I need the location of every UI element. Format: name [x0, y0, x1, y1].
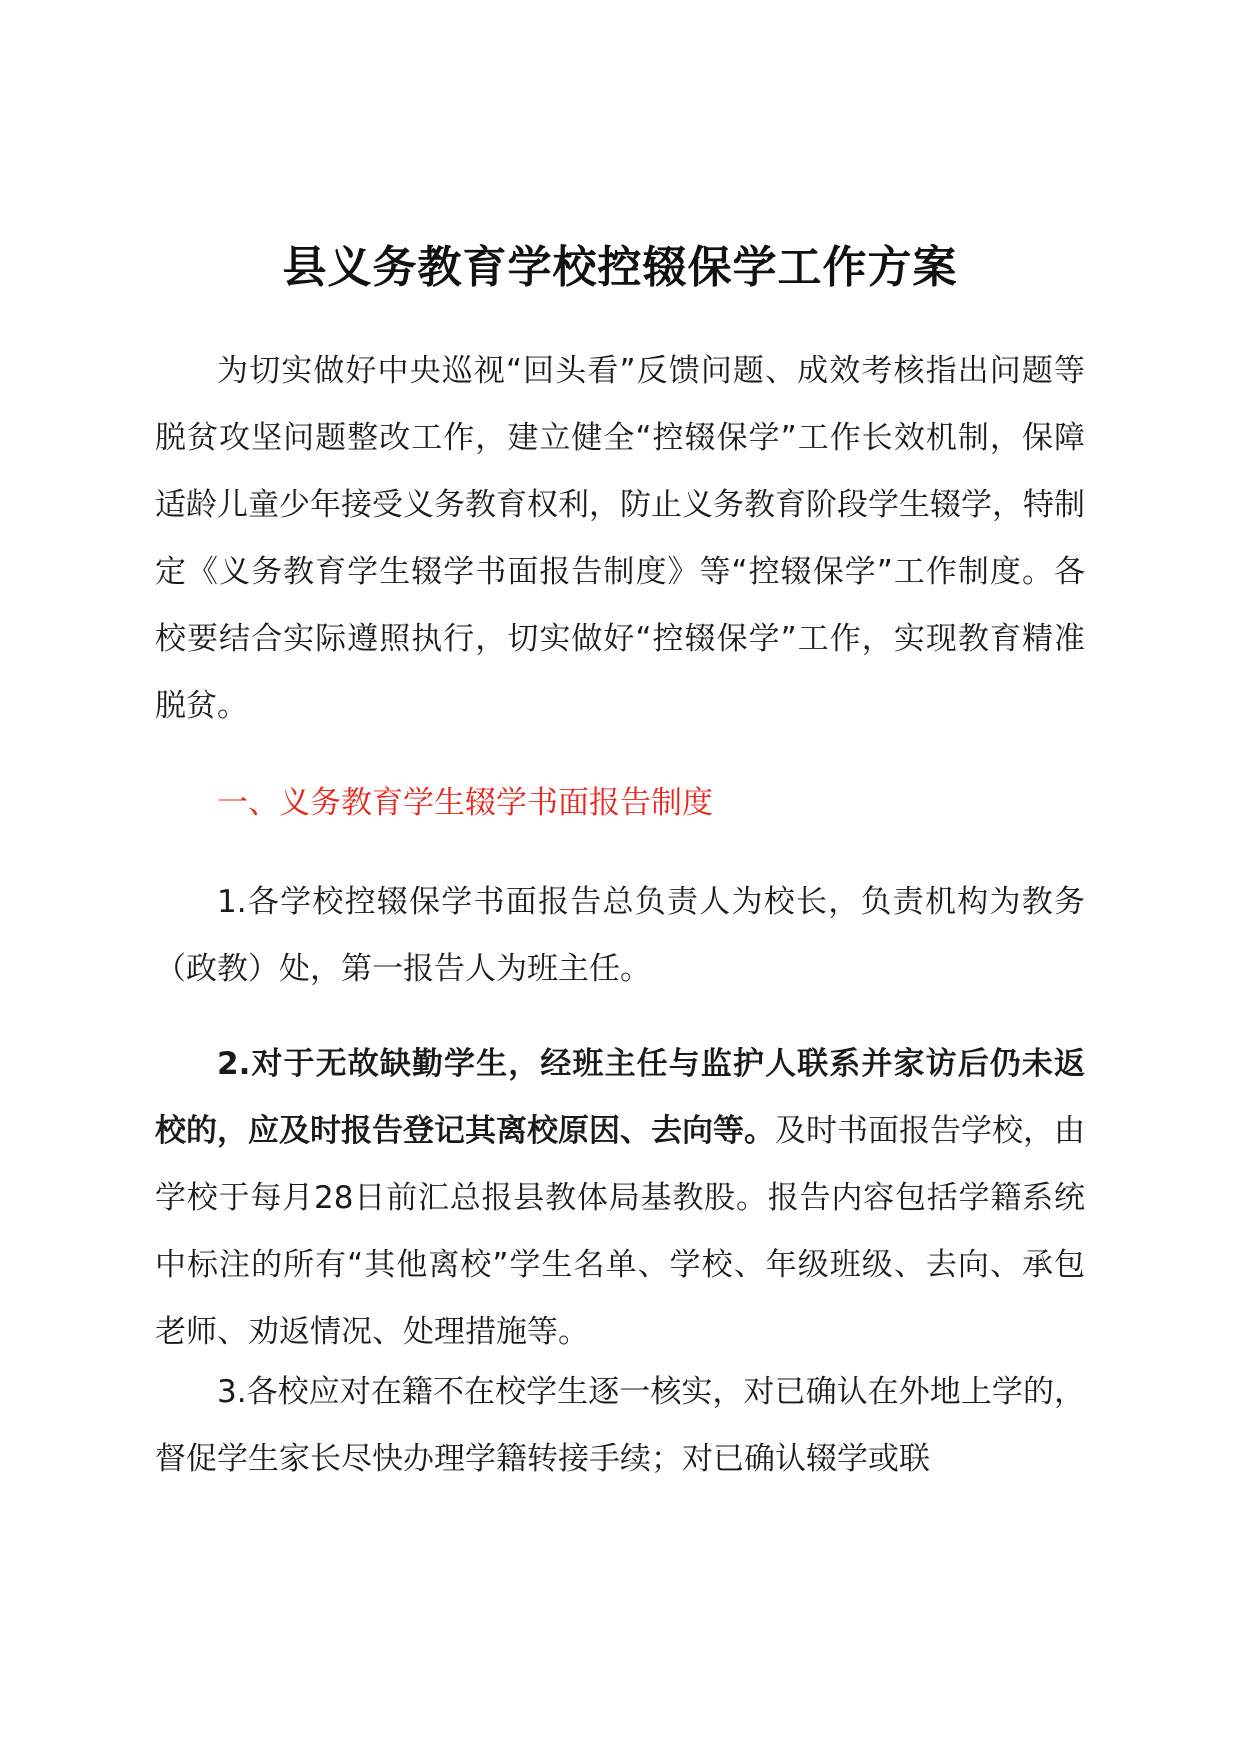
- item-2-text: 及时书面报告学校，由学校于每月28日前汇总报县教体局基教股。报告内容包括学籍系统中标注的所有“其他离校”学生名单、学校、年级班级、去向、承包老师、劝返情况、处理措施等。: [155, 1113, 1085, 1350]
- item-2-paragraph: [155, 1031, 1085, 1366]
- section-heading: 一、义务教育学生辍学书面报告制度: [217, 785, 713, 821]
- item-3-paragraph: 3.各校应对在籍不在校学生逐一核实，对已确认在外地上学的，督促学生家长尽快办理学籍转接手续；对已确认辍学或联: [155, 1374, 1085, 1477]
- item-1-paragraph: 1.各学校控辍保学书面报告总负责人为校长，负责机构为教务（政教）处，第一报告人为班主任。: [155, 884, 1085, 987]
- item-2-bold-text: 2.对于无故缺勤学生，经班主任与监护人联系并家访后仍未返校的，应及时报告登记其离校原因、去向等。: [155, 1046, 1085, 1149]
- document-title: 县义务教育学校控辍保学工作方案: [282, 242, 958, 293]
- intro-paragraph: 为切实做好中央巡视“回头看”反馈问题、成效考核指出问题等脱贫攻坚问题整改工作，建立健全“控辍保学”工作长效机制，保障适龄儿童少年接受义务教育权利，防止义务教育阶段学生辍学，特制定《义务教育学生辍学书面报告制度》等“控辍保学”工作制度。各校要结合实际遵照执行，切实做好“控辍保学”工作，实现教育精准脱贫。: [155, 353, 1085, 724]
